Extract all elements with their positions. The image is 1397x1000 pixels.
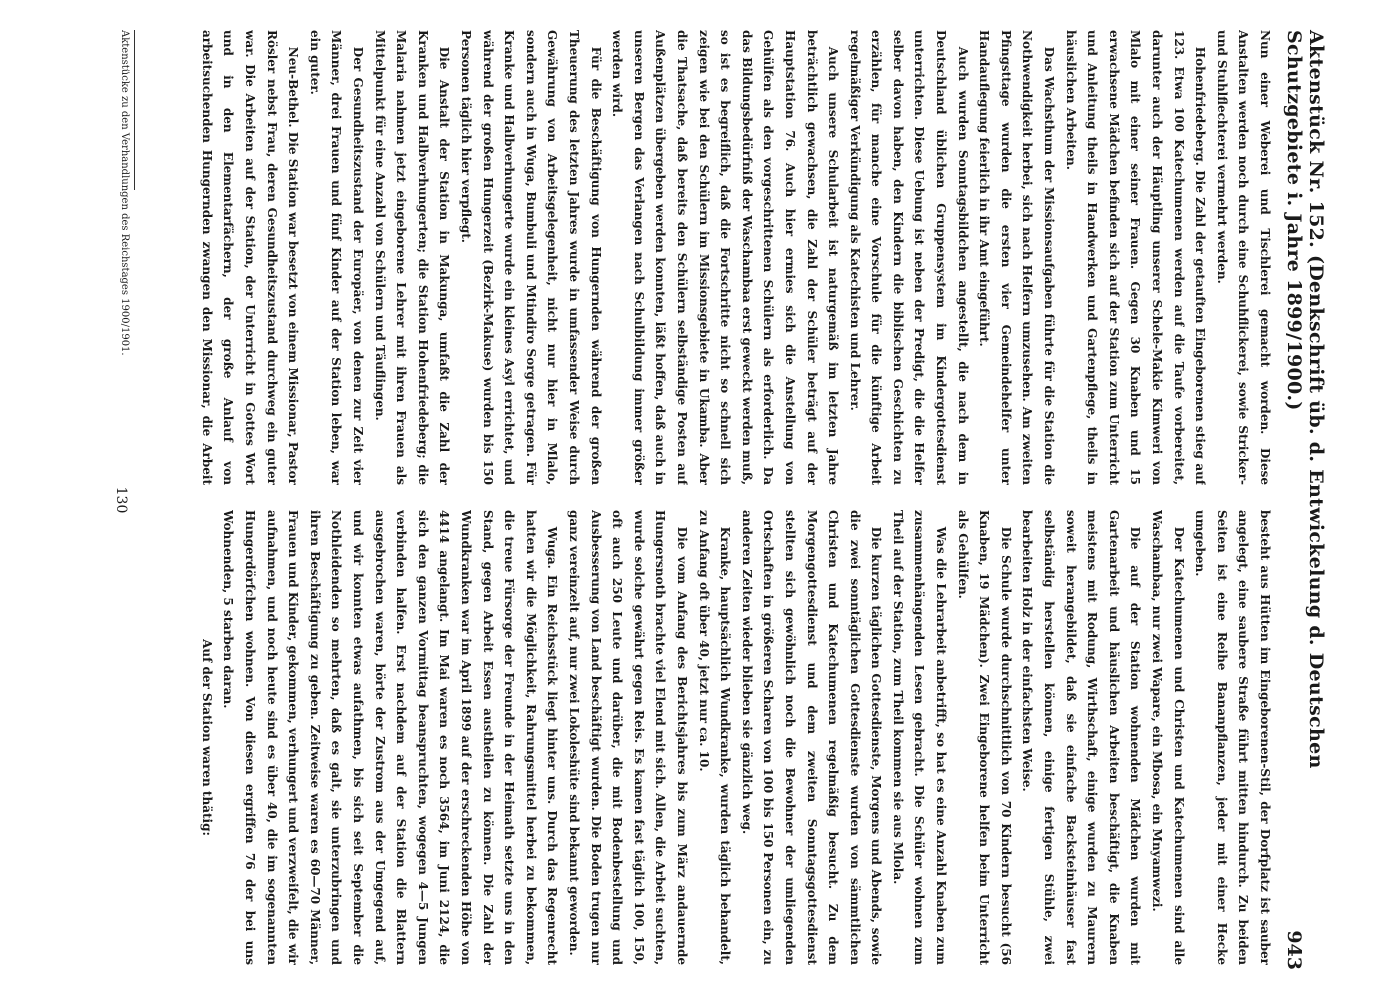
- paragraph: Auch unsere Schularbeit ist naturgemäß im letzten Jahre beträchtlich gewachsen, die Zahl der Schüler beträgt auf der Hauptstation 76. Auch hier ermies sich die Anstellung von Gehülfen als den vorgeschrittenen Schülern als erforderlich. Da das Bildungsbedürfniß der Waschambaa erst geweckt werden muß, so ist es begreiflich, daß die Fortschritte nicht so schnell sich zeigen wie bei den Schülern im Missionsgebiete in Ukamba. Aber die Thatsache, daß bereits den Schülern selbständige Posten auf Außenplätzen übergeben werden konnten, läßt hoffen, daß auch in unseren Bergen das Verlangen nach Schulbildung immer größer werden wird.: [610, 30, 841, 485]
- paragraph: Die auf der Station wohnenden Mädchen wurden mit Gartenarbeit und häuslichen Arbeiten beschäftigt, die Knaben meistens mit Rodung, Wirthschaft, einige wurden zu Maurern soweit herangebildet, daß sie einfache Backsteinhäuser fast selbständig herstellen können, einige fertigen Stühle, zwei bearbeiten Holz in der einfachsten Weise.: [1020, 510, 1143, 965]
- paragraph: Neu-Bethel. Die Station war besetzt von einem Missionar, Pastor Rösler nebst Frau, deren Gesundheitszustand durchweg ein guter war. Die Arbeiten auf der Station, der Unterricht in Gottes Wort und in den Elementarfächern, der große Anlauf von arbeitsuchenden Hungernden zwangen den Missionar, die Arbeit: [200, 30, 301, 485]
- paragraph: Nun einer Weberei und Tischlerei gemacht worden. Diese Anstalten werden noch durch eine Schuhflickerei, sowie Stricker- und Stuhlflechterei vermehrt werden.: [1214, 30, 1272, 485]
- paragraph: Wuga. Ein Reichsstück liegt hinter uns. Durch das Regenrecht hatten wir die Möglichkeit, Rahrungsmittel herbei zu bekommen, die treue Fürsorge der Freunde in der Heimath setzte uns in den Stand, gegen Arbeit Essen austheilen zu können. Die Zahl der Wundkranken war im April 1899 auf der erschreckenden Höhe von 4414 angelangt. Im Mai waren es noch 3564, im Juni 2124, die sich den ganzen Vormittag beanspruchten, wogegen 4—5 Jungen verbinden halfen. Erst nachdem auf der Station die Blattern ausgebrochen waren, hörte der Zustrom aus der Umgegend auf, und wir konnten etwas aufathmen, bis sich seit September die Nothleidenden so mehrten, daß es galt, sie unterzubringen und ihren Beschäftigung zu geben. Zeitweise waren es 60—70 Männer, Frauen und Kinder, gekommen, verhungert und verzweifelt, die wir aufnahmen, und noch heute sind es über 40, die im sogenannten Hungerdörfchen wohnen. Von diesen ergriffen 76 der bei uns Wohnenden, 5 starben daran.: [221, 510, 560, 965]
- staff-heading: Auf der Station waren thätig:: [200, 639, 214, 836]
- paragraph: Die Anstalt der Station in Makunga, umfaßt die Zahl der Kranken und Halbverhungerten; die Station Hohenfriedeberg; die Malaria nahmen jetzt eingeborene Lehrer mit ihren Frauen als Mittelpunkt für eine Anzahl von Schülern und Täuflingen.: [372, 30, 452, 485]
- paragraph: Die kurzen täglichen Gottesdienste, Morgens und Abends, sowie die zwei sonntäglichen Gottesdienste wurden von sämmtlichen Christen und Katechumenen regelmäßig besucht. Zu dem Morgengottesdienst und dem zweiten Sonntagsgottesdienst stellten sich gewöhnlich noch die Bewohner der umliegenden Ortschaften in größeren Scharen von 100 bis 150 Personen ein, zu anderen Zeiten wieder blieben sie gänzlich weg.: [739, 510, 884, 965]
- paragraph: Die vom Anfang des Berichtsjahres bis zum März andauernde Hungersnoth brachte viel Elend mit sich. Allen, die Arbeit suchten, wurde solche gewährt gegen Reis. Es kamen fast täglich 100, 150, oft auch 250 Leute und darüber, die mit Bodenbestellung und Ausbesserung von Land beschäftigt wurden. Die Boden trugen nur ganz vereinzelt auf, nur zwei Lokoleshüte sind bekannt geworden.: [567, 510, 689, 965]
- paragraph: Auch wurden Sonntagsbildchen angestellt, die nach dem in Deutschland üblichen Gruppensystem im Kindergottesdienst unterrichten. Diese Uebung ist neben der Predigt, die die Helfer selber davon haben, den Kindern die biblischen Geschichten zu erzählen, für manche eine Vorschule für die künftige Arbeit regelmäßiger Verkündigung als Katechisten und Lehrer.: [847, 30, 970, 485]
- text-column-right: [200, 510, 1275, 965]
- paragraph: Was die Lehrarbeit anbetrifft, so hat es eine Anzahl Knaben zum zusammenhängenden Lesen gebracht. Die Schüler wohnen zum Theil auf der Station, zum Theil kommen sie aus Mlola.: [890, 510, 949, 965]
- running-title: Aktenstück Nr. 152. (Denkschrift üb. d. Entwickelung d. Deutschen Schutzgebiete i. Jahre 1899/1900.): [1283, 30, 1327, 769]
- text-column-left: [200, 30, 1275, 485]
- paragraph: Der Gesundheitszustand der Europäer, von denen zur Zeit vier Männer, drei Frauen und fünf Kinder auf der Station leben, war ein guter.: [307, 30, 366, 485]
- running-header: [1283, 30, 1327, 970]
- paragraph: Der Katechumenen und Christen und Katechumenen sind alle Waschambaa, nur zwei Wapare, ein Mbosa, ein Mnyamwezi.: [1150, 510, 1186, 965]
- paragraph: Das Wachsthum der Missionsaufgaben führte für die Station die Nothwendigkeit herbei, sich nach Helfern umzusehen. Am zweiten Pfingsttage wurden die ersten vier Gemeindehelfer unter Handauflegung feierlich in ihr Amt eingeführt.: [977, 30, 1057, 485]
- paragraph: Kranke, hauptsächlich Wundkranke, wurden täglich behandelt, zu Anfang oft über 40, jetzt nur ca. 10.: [696, 510, 733, 965]
- paragraph: Für die Beschäftigung von Hungernden während der großen Theuerung des letzten Jahres wurde in umfassender Weise durch Gewährung von Arbeitsgelegenheit, nicht nur hier in Mlalo, sondern auch in Wuga, Bumbuli und Mtindiro Sorge getragen. Für Kranke und Halbverhungerte wurde ein kleines Asyl errichtet, und während der großen Hungerzeit (Bezirk-Makuse) wurden bis 150 Personen täglich hier verpflegt.: [459, 30, 603, 485]
- page-number: 943: [1283, 930, 1305, 970]
- footnote-text: Aktenstücke zu den Verhandlungen des Reichstages 1900/1901.: [119, 30, 130, 356]
- paragraph: Die Schule wurde durchschnittlich von 70 Kindern besucht (56 Knaben, 19 Mädchen). Zwei Eingeborene helfen beim Unterricht als Gehülfen.: [955, 510, 1013, 965]
- footnote-rule: [134, 30, 135, 190]
- footer-page-number: 130: [113, 486, 129, 514]
- paragraph: besteht aus Hütten im Eingeborenen-Stil, der Dorfplatz ist sauber angelegt, eine saubere Straße führt mitten hindurch. Zu beiden Seiten ist eine Reihe Bananpflanzen, jeder mit einer Hecke umgeben.: [1193, 510, 1272, 965]
- paragraph: Hohenfriedeberg. Die Zahl der getauften Eingeborenen stieg auf 123. Etwa 100 Katechumenen werden auf die Taufe vorbereitet, darunter auch der Häuptling unserer Schele-Makie Kimweri von Mlalo mit einer seiner Frauen. Gegen 30 Knaben und 15 erwachsene Mädchen befinden sich auf der Station zum Unterricht und Anleitung theils in Handwerken und Gartenpflege, theils in häuslichen Arbeiten.: [1063, 30, 1208, 485]
